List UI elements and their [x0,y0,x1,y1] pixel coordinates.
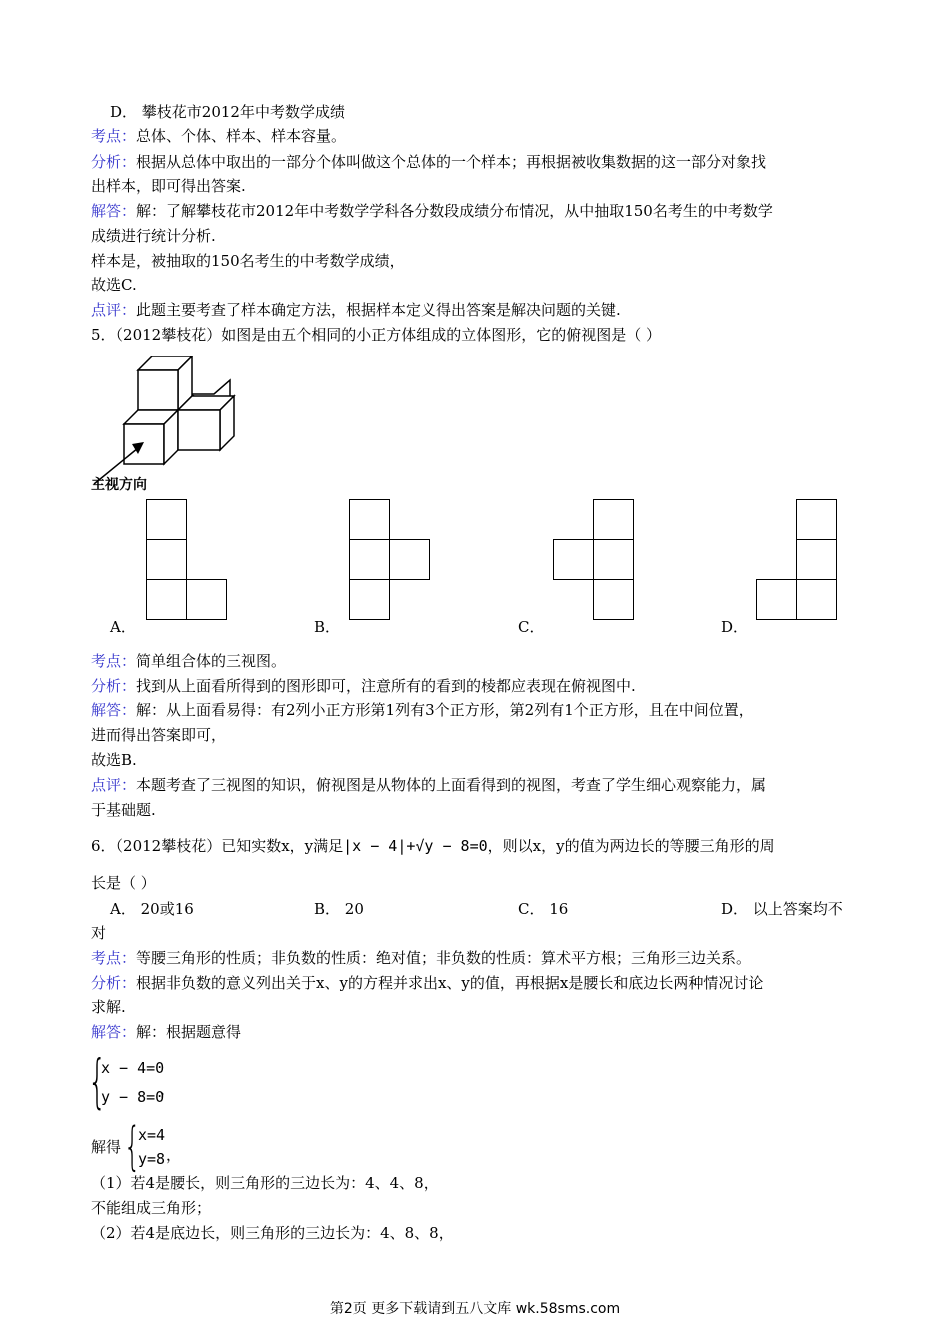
jieda-label: 解答： [91,1023,137,1041]
jieda-text: 解：了解攀枝花市2012年中考数学学科各分数段成绩分布情况，从中抽取150名考生的中考数学 [136,202,773,220]
solve-prefix: 解得 [91,1138,122,1156]
q5-jieda [91,699,754,721]
kaodian-label: 考点： [91,652,137,670]
q4-jieda-line2: 成绩进行统计分析. [91,227,216,245]
q6-stem-line2: 长是（ ） [91,874,156,892]
q5-dianping [91,774,766,796]
q6-stem-prefix: 6．（2012攀枝花）已知实数x，y满足 [91,837,344,855]
kaodian-text: 总体、个体、样本、样本容量。 [136,127,347,145]
q6-case1-result: 不能组成三角形； [91,1199,212,1217]
solution-brace: { [124,1117,141,1177]
kaodian-text: 等腰三角形的性质；非负数的性质：绝对值；非负数的性质：算术平方根；三角形三边关系。 [136,949,752,967]
fenxi-label: 分析： [91,974,137,992]
q5-option-a-label: A． [110,618,136,636]
solution-line1: x=4 [138,1126,166,1144]
dianping-text: 本题考查了三视图的知识，俯视图是从物体的上面看得到的视图，考查了学生细心观察能力，属 [136,776,767,794]
q6-fenxi [91,972,763,994]
q6-equation: |x − 4|+√y − 8=0 [343,837,488,855]
q5-option-c-label: C． [518,618,545,636]
system-line2: y − 8=0 [101,1088,165,1106]
page-footer: 第2页 更多下载请到五八文库 wk.58sms.com [329,1301,621,1317]
q5-kaodian [91,650,286,672]
q6-option-d-cont: 对 [91,924,107,942]
q4-dianping [91,299,621,321]
q6-kaodian [91,947,751,969]
q5-option-d-label: D． [721,618,749,636]
fenxi-label: 分析： [91,153,137,171]
q4-jieda-line4: 故选C. [91,276,137,294]
direction-label: 主视方向 [91,477,147,493]
q5-jieda-line3: 故选B. [91,751,137,769]
q6-case1: （1）若4是腰长，则三角形的三边长为：4、4、8， [91,1174,439,1192]
jieda-text: 解：根据题意得 [136,1023,242,1041]
jieda-label: 解答： [91,202,137,220]
kaodian-text: 简单组合体的三视图。 [136,652,287,670]
q5-option-b-label: B． [314,618,341,636]
jieda-text: 解：从上面看易得：有2列小正方形第1列有3个正方形，第2列有1个正方形，且在中间位置， [136,701,754,719]
fenxi-label: 分析： [91,677,137,695]
q6-option-b: B． 20 [314,900,364,918]
system-tail: ， [160,1080,176,1098]
kaodian-label: 考点： [91,949,137,967]
q4-option-d: D． 攀枝花市2012年中考数学成绩 [110,103,345,121]
q5-jieda-line2: 进而得出答案即可， [91,726,227,744]
q5-fenxi [91,675,636,697]
q6-stem-suffix: ，则以x，y的值为两边长的等腰三角形的周 [487,837,775,855]
q4-fenxi-line2: 出样本，即可得出答案. [91,177,246,195]
fenxi-text: 找到从上面看所得到的图形即可，注意所有的看到的棱都应表现在俯视图中. [136,677,636,695]
q6-stem [91,835,775,857]
q4-jieda-line3: 样本是，被抽取的150名考生的中考数学成绩， [91,252,405,270]
dianping-text: 此题主要考查了样本确定方法，根据样本定义得出答案是解决问题的关键. [136,301,621,319]
q6-option-d: D． 以上答案均不 [721,900,843,918]
q6-option-c: C． 16 [518,900,569,918]
q6-fenxi-line2: 求解. [91,998,126,1016]
fenxi-text: 根据从总体中取出的一部分个体叫做这个总体的一个样本；再根据被收集数据的这一部分对象找 [136,153,767,171]
q5-stem: 5．（2012攀枝花）如图是由五个相同的小正方体组成的立体图形，它的俯视图是（ ） [91,326,661,344]
fenxi-text: 根据非负数的意义列出关于x、y的方程并求出x、y的值，再根据x是腰长和底边长两种情况讨论 [136,974,764,992]
q4-fenxi [91,151,766,173]
q6-option-a: A． 20或16 [110,900,194,918]
kaodian-label: 考点： [91,127,137,145]
dianping-label: 点评： [91,301,137,319]
dianping-label: 点评： [91,776,137,794]
solution-line2: y=8 [138,1150,166,1168]
q6-case2: （2）若4是底边长，则三角形的三边长为：4、8、8， [91,1224,454,1242]
q6-jieda [91,1021,241,1043]
jieda-label: 解答： [91,701,137,719]
q4-jieda [91,200,773,222]
q4-kaodian [91,125,346,147]
q5-dianping-line2: 于基础题. [91,801,156,819]
system-line1: x − 4=0 [101,1059,165,1077]
system-brace: { [88,1047,107,1115]
solution-tail: ， [166,1146,182,1164]
